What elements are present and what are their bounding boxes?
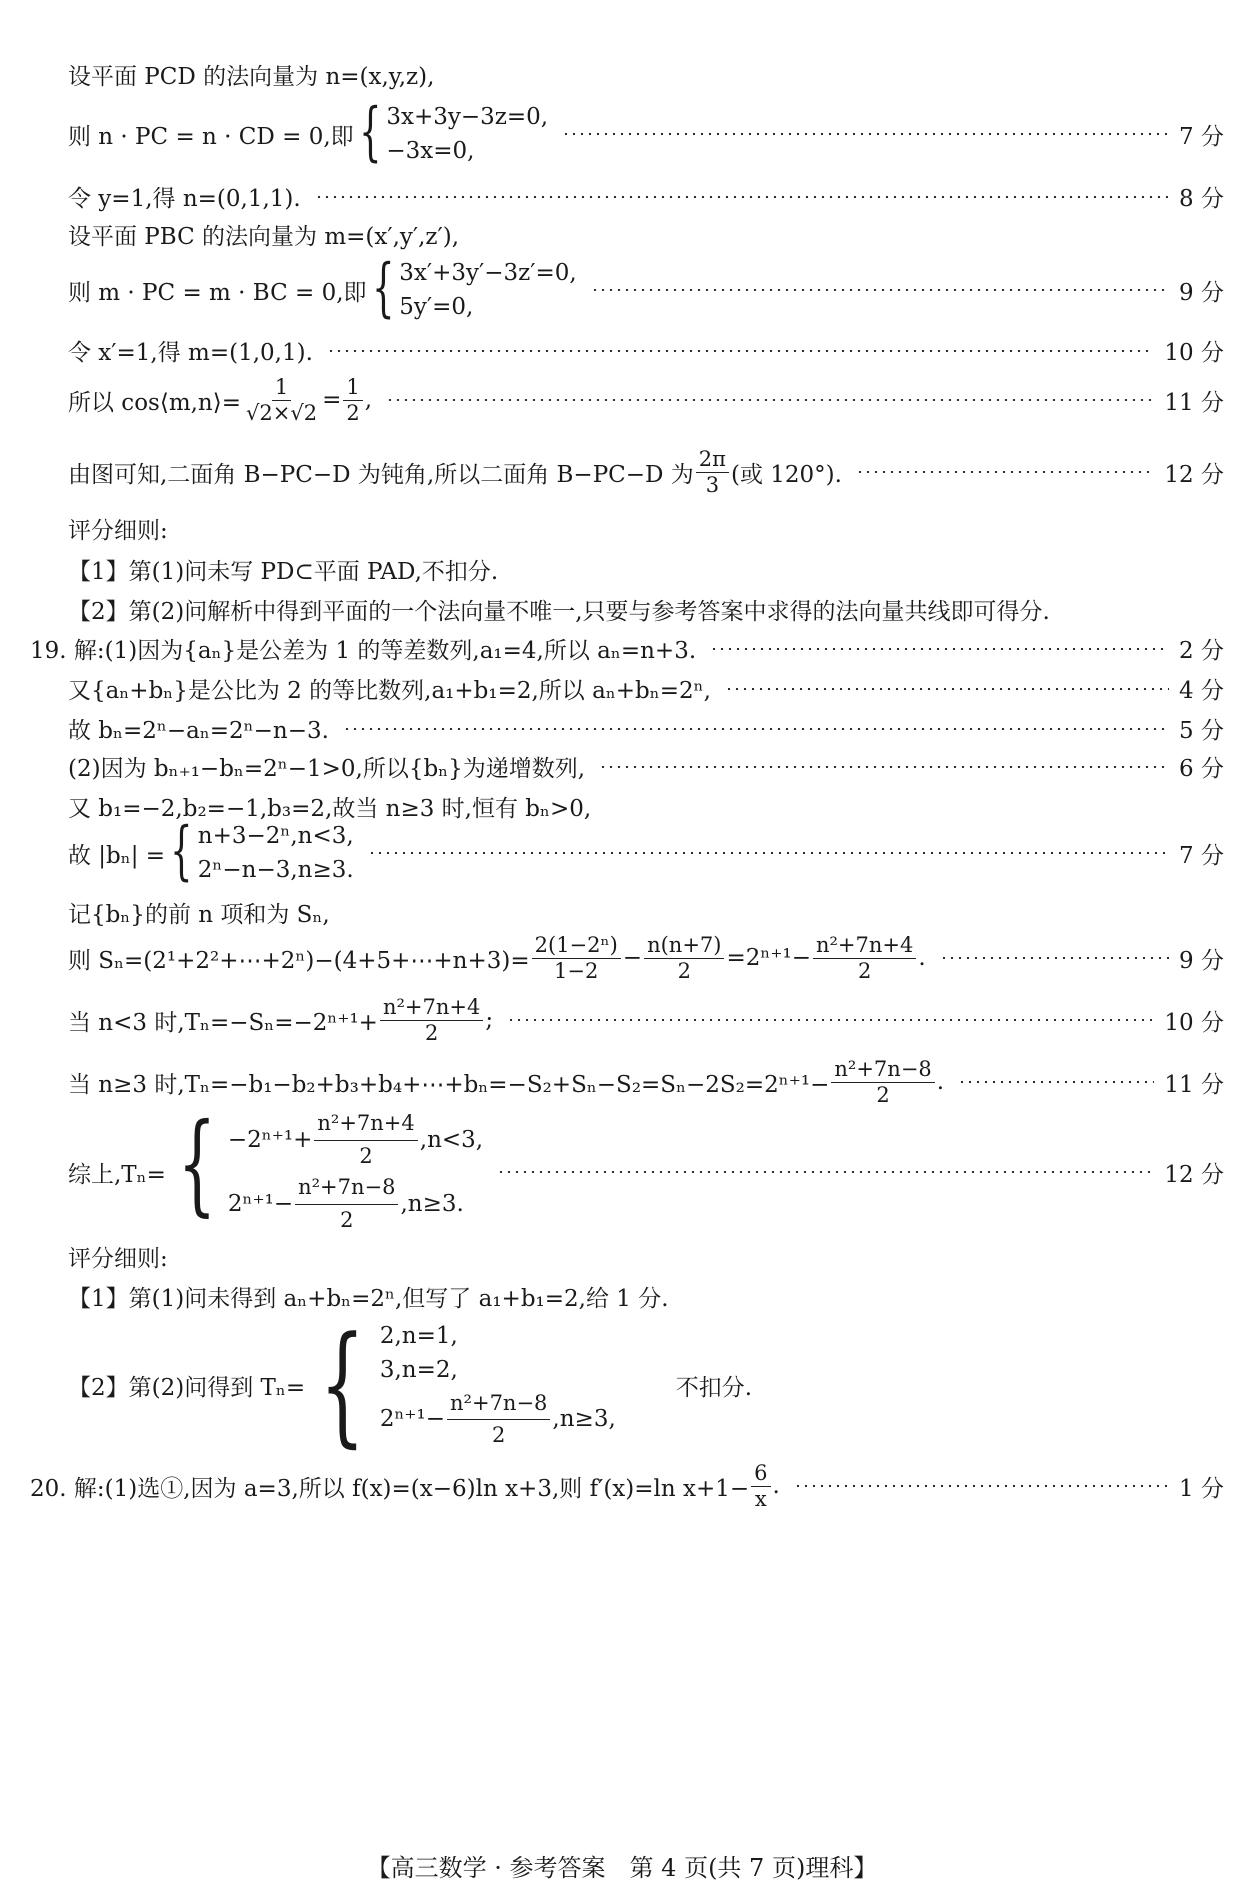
grading-rules-heading: 评分细则:	[68, 518, 168, 544]
q19-step-1: 19. 解:(1)因为{aₙ}是公差为 1 的等差数列,a₁=4,所以 aₙ=n+3. 2 分	[30, 632, 1224, 665]
score-label: 5 分	[1179, 718, 1224, 744]
page-footer: 【高三数学 · 参考答案 第 4 页(共 7 页)理科】	[366, 1854, 878, 1882]
score-label: 4 分	[1179, 678, 1224, 704]
grading-rule-2: 【2】第(2)问得到 Tₙ= { 2,n=1, 3,n=2, 2ⁿ⁺¹− $\frac{\text{n²+7n−8}}{2}$ ,n≥3, 不扣分.	[68, 1307, 753, 1460]
fraction: $\frac{\text{n²+7n−8}}{2}$	[831, 1057, 934, 1106]
leader-dots	[794, 1485, 1169, 1487]
leader-dots	[710, 648, 1169, 650]
score-label: 10 分	[1164, 340, 1224, 366]
leader-dots	[856, 471, 1154, 473]
leader-dots	[343, 728, 1169, 730]
leader-dots	[562, 133, 1169, 135]
q19-step-3: 故 bₙ=2ⁿ−aₙ=2ⁿ−n−3. 5 分	[68, 712, 1224, 745]
score-label: 9 分	[1179, 279, 1224, 306]
q19-step-5: 又 b₁=−2,b₂=−1,b₃=2,故当 n≥3 时,恒有 bₙ>0,	[68, 796, 592, 822]
q19-tn-case2: 当 n≥3 时,Tₙ=−b₁−b₂+b₃+b₄+⋯+bₙ=−S₂+Sₙ−S₂=Sₙ−2S₂=2ⁿ⁺¹− $\frac{\text{n²+7n−8}}{2}$ . 11 分	[68, 1057, 1224, 1107]
score-label: 2 分	[1179, 638, 1224, 664]
fraction: $\frac{2\pi}{3}$	[696, 447, 729, 496]
q19-step-4: (2)因为 bₙ₊₁−bₙ=2ⁿ−1>0,所以{bₙ}为递增数列, 6 分	[68, 750, 1224, 783]
fraction: $\frac{1}{√2\times√2}$	[246, 375, 318, 425]
leader-dots	[386, 399, 1154, 401]
line-equations-pcd: 则 n · PC = n · CD = 0,即 { 3x+3y−3z=0, −3x=0, 7 分	[68, 94, 1224, 169]
leader-dots	[368, 852, 1169, 854]
leader-dots	[497, 1171, 1154, 1173]
fraction: $\frac{\text{2(1−2ⁿ)}}{1-2}$	[532, 933, 621, 982]
leader-dots	[507, 1019, 1154, 1021]
leader-dots	[327, 350, 1155, 352]
equation-system: { 3x′+3y′−3z′=0, 5y′=0,	[371, 250, 577, 325]
q19-sn-formula: 则 Sₙ=(2¹+2²+⋯+2ⁿ)−(4+5+⋯+n+3)= $\frac{\text{2(1−2ⁿ)}}{1-2}$ − $\frac{n(n+7)}{2}$ =2ⁿ⁺¹− $\frac{\text{n²+7n+4}}{2}$ . 9 分	[68, 933, 1224, 983]
score-label: 7 分	[1179, 842, 1224, 869]
q20-step-1: 20. 解:(1)选①,因为 a=3,所以 f(x)=(x−6)ln x+3,则 f′(x)=ln x+1− $\frac{6}{x}$ . 1 分	[30, 1461, 1224, 1511]
fraction: $\frac{1}{2}$	[343, 375, 362, 424]
score-label: 12 分	[1164, 1161, 1224, 1188]
grading-rule-2: 【2】第(2)问解析中得到平面的一个法向量不唯一,只要与参考答案中求得的法向量共线即可得分.	[68, 599, 1050, 625]
fraction: $\frac{n(n+7)}{2}$	[644, 933, 724, 982]
fraction: $\frac{\text{n²+7n+4}}{2}$	[813, 933, 916, 982]
line-m-result: 令 x′=1,得 m=(1,0,1). 10 分	[68, 334, 1224, 367]
fraction: $\frac{6}{x}$	[751, 1461, 770, 1510]
grading-rules-heading: 评分细则:	[68, 1246, 168, 1272]
score-label: 11 分	[1164, 389, 1224, 416]
line-n-result: 令 y=1,得 n=(0,1,1). 8 分	[68, 180, 1224, 213]
score-label: 7 分	[1179, 123, 1224, 150]
q19-tn-summary: 综上,Tₙ= { −2ⁿ⁺¹+ $\frac{\text{n²+7n+4}}{2}$ ,n<3, 2ⁿ⁺¹− $\frac{\text{n²+7n−8}}{2}$ ,n≥3. 12 分	[68, 1116, 1224, 1228]
line-normal-vector-pcd: 设平面 PCD 的法向量为 n=(x,y,z),	[68, 64, 435, 90]
line-equations-pbc: 则 m · PC = m · BC = 0,即 { 3x′+3y′−3z′=0, 5y′=0, 9 分	[68, 250, 1224, 325]
leader-dots	[725, 688, 1169, 690]
grading-rule-1: 【1】第(1)问未写 PD⊂平面 PAD,不扣分.	[68, 559, 499, 585]
score-label: 1 分	[1179, 1475, 1224, 1502]
leader-dots	[958, 1081, 1154, 1083]
line-cosine: 所以 cos⟨m,n⟩= $\frac{1}{√2\times√2}$ = $\frac{1}{2}$ , 11 分	[68, 375, 1224, 425]
leader-dots	[591, 289, 1169, 291]
q19-tn-case1: 当 n<3 时,Tₙ=−Sₙ=−2ⁿ⁺¹+ $\frac{\text{n²+7n+4}}{2}$ ; 10 分	[68, 995, 1224, 1045]
line-dihedral-angle: 由图可知,二面角 B−PC−D 为钝角,所以二面角 B−PC−D 为 $\frac{2\pi}{3}$ (或 120°). 12 分	[68, 447, 1224, 497]
q19-step-2: 又{aₙ+bₙ}是公比为 2 的等比数列,a₁+b₁=2,所以 aₙ+bₙ=2ⁿ, 4 分	[68, 672, 1224, 705]
piecewise: { −2ⁿ⁺¹+ $\frac{\text{n²+7n+4}}{2}$ ,n<3, 2ⁿ⁺¹− $\frac{\text{n²+7n−8}}{2}$ ,n≥3.	[177, 1099, 484, 1232]
score-label: 12 分	[1164, 461, 1224, 488]
score-label: 10 分	[1164, 1009, 1224, 1036]
score-label: 8 分	[1179, 186, 1224, 212]
piecewise: { n+3−2ⁿ,n<3, 2ⁿ−n−3,n≥3.	[170, 813, 354, 888]
piecewise: { 2,n=1, 3,n=2, 2ⁿ⁺¹− $\frac{\text{n²+7n−8}}{2}$ ,n≥3,	[319, 1307, 616, 1460]
score-label: 9 分	[1179, 947, 1224, 974]
score-label: 11 分	[1164, 1071, 1224, 1098]
leader-dots	[940, 957, 1169, 959]
leader-dots	[599, 766, 1169, 768]
equation-system: { 3x+3y−3z=0, −3x=0,	[358, 94, 549, 169]
grading-rule-1: 【1】第(1)问未得到 aₙ+bₙ=2ⁿ,但写了 a₁+b₁=2,给 1 分.	[68, 1286, 669, 1312]
fraction: $\frac{\text{n²+7n+4}}{2}$	[380, 995, 483, 1044]
line-normal-vector-pbc: 设平面 PBC 的法向量为 m=(x′,y′,z′),	[68, 224, 460, 250]
q19-step-sn-def: 记{bₙ}的前 n 项和为 Sₙ,	[68, 902, 330, 928]
leader-dots	[315, 196, 1169, 198]
q19-abs-bn: 故 |bₙ| = { n+3−2ⁿ,n<3, 2ⁿ−n−3,n≥3. 7 分	[68, 813, 1224, 888]
score-label: 6 分	[1179, 756, 1224, 782]
